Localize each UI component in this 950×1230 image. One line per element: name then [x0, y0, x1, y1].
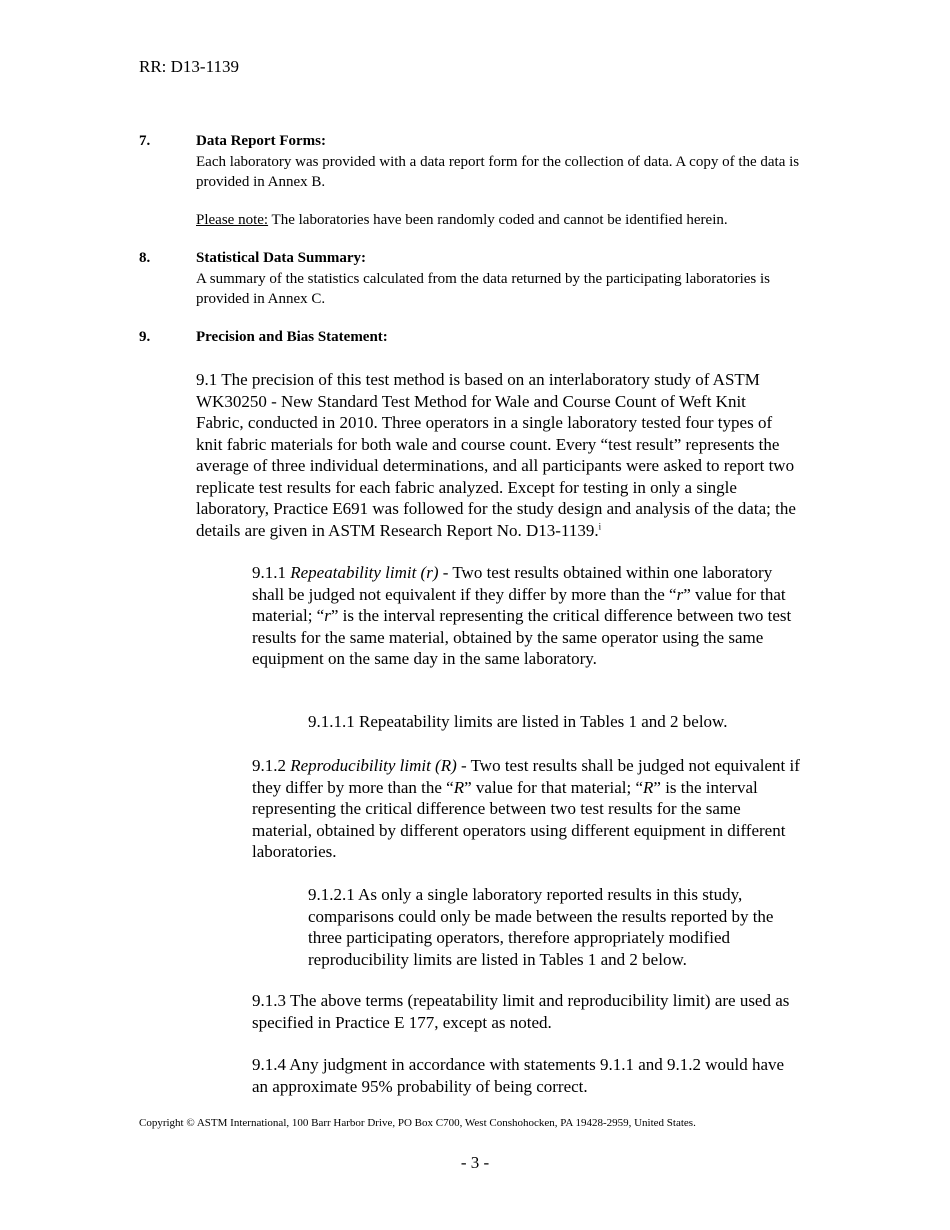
paragraph-9-1-1: [252, 562, 802, 670]
paragraph-9-1: [196, 369, 796, 541]
paragraph-number: 9.1.1: [252, 563, 291, 582]
paragraph-9-1-text: 9.1 The precision of this test method is based on an interlaboratory study of ASTM WK30250 - New Standard Test Method for Wale and Course Count of Weft Knit Fabric, conducted in 2010. Three operators in a single laboratory tested four types of knit fabric materials for both wale and course count. Every “test result” represents the average of three individual determinations, and all participants were asked to report two replicate test results for each fabric analyzed. Except for testing in only a single laboratory, Practice E691 was followed for the study design and analysis of the data; the details are given in ASTM Research Report No. D13-1139.: [196, 370, 796, 540]
section-9-title: Precision and Bias Statement:: [196, 329, 388, 345]
report-id-header: RR: D13-1139: [139, 57, 239, 76]
copyright-footer: Copyright © ASTM International, 100 Barr Harbor Drive, PO Box C700, West Conshohocken, PA 19428-2959, United States.: [139, 1117, 696, 1129]
term-reproducibility-limit: Reproducibility limit (R): [290, 756, 457, 775]
paragraph-text: ” value for that material; “: [464, 777, 644, 797]
section-7-note: [196, 210, 806, 230]
section-7-number: 7.: [139, 133, 151, 149]
section-8-body: A summary of the statistics calculated from the data returned by the participating laboratories is provided in Annex C.: [196, 271, 770, 307]
section-9-number: 9.: [139, 329, 151, 345]
footnote-marker: i: [598, 520, 602, 531]
section-7-body: Each laboratory was provided with a data report form for the collection of data. A copy of the data is provided in Annex B.: [196, 154, 800, 190]
note-label: Please note:: [196, 212, 269, 228]
paragraph-9-1-4: 9.1.4 Any judgment in accordance with statements 9.1.1 and 9.1.2 would have an approximate 95% probability of being correct.: [252, 1055, 785, 1096]
symbol-r: r: [676, 584, 684, 604]
symbol-R: R: [643, 777, 654, 797]
page-number: - 3 -: [460, 1153, 490, 1172]
paragraph-number: 9.1.2: [252, 756, 291, 775]
note-text: The laboratories have been randomly coded and cannot be identified herein.: [268, 212, 728, 228]
paragraph-9-1-1-1: 9.1.1.1 Repeatability limits are listed in Tables 1 and 2 below.: [308, 712, 728, 731]
paragraph-text: - Two test results obtained within one laboratory shall be judged not equivalent if they differ by more than the “: [252, 563, 773, 604]
paragraph-9-1-2: [252, 755, 802, 863]
paragraph-text: ” is the interval representing the critical difference between two test results for the same material, obtained by the same operator using the same equipment on the same day in the same laboratory.: [252, 606, 792, 668]
section-8-title: Statistical Data Summary:: [196, 250, 366, 266]
term-repeatability-limit: Repeatability limit (r): [290, 563, 439, 582]
paragraph-9-1-2-1: 9.1.2.1 As only a single laboratory reported results in this study, comparisons could only be made between the results reported by the three participating operators, therefore appropriately modified reproducibility limits are listed in Tables 1 and 2 below.: [308, 885, 774, 969]
section-7-title: Data Report Forms:: [196, 133, 326, 149]
symbol-R: R: [453, 777, 465, 797]
paragraph-text: ” is the interval representing the critical difference between two test results for the same material, obtained by different operators using different equipment in different laboratories.: [252, 777, 786, 861]
paragraph-text: ” value for that material; “: [252, 584, 786, 625]
paragraph-text: - Two test results shall be judged not equivalent if they differ by more than the “: [252, 756, 800, 797]
symbol-r: r: [324, 606, 331, 625]
paragraph-9-1-3: 9.1.3 The above terms (repeatability limit and reproducibility limit) are used as specified in Practice E 177, except as noted.: [252, 991, 790, 1032]
section-8-number: 8.: [139, 250, 151, 266]
